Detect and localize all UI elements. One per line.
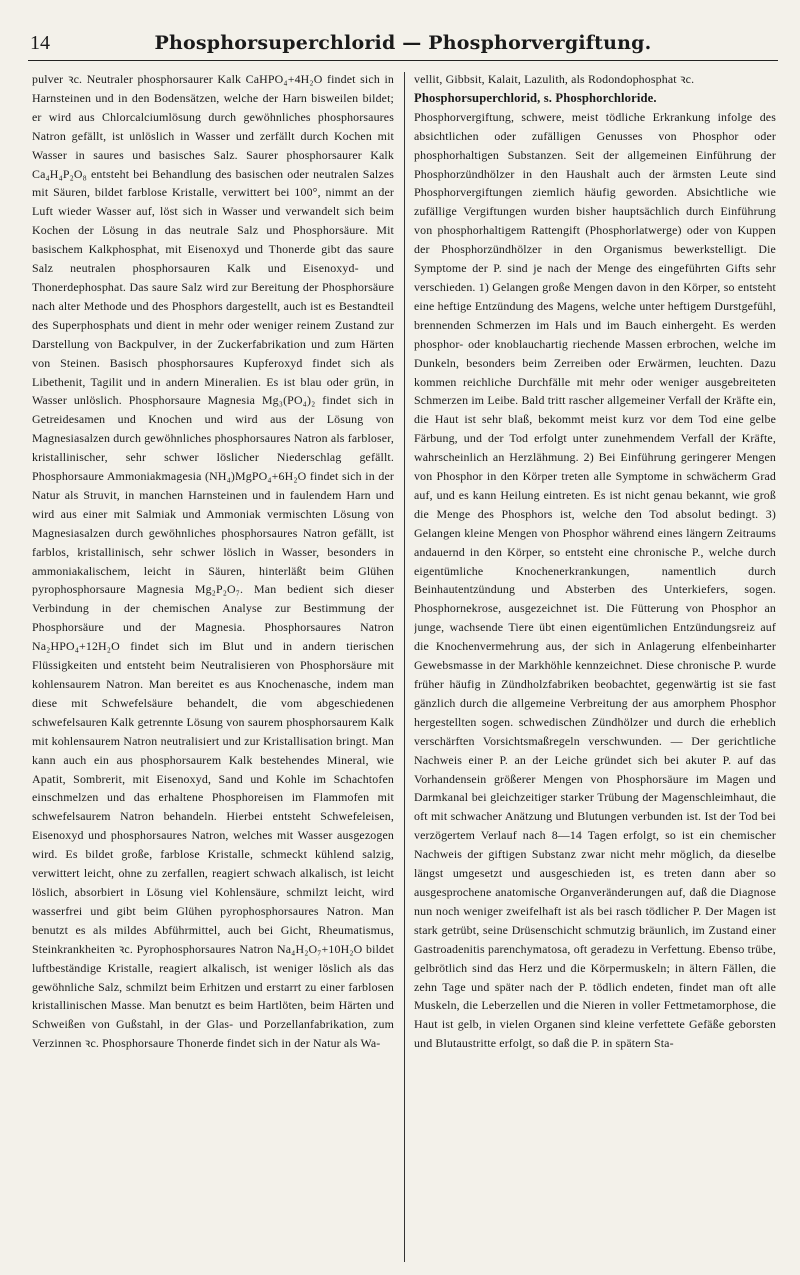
right-column	[414, 70, 776, 1265]
left-column	[32, 70, 394, 1265]
page-header	[28, 26, 778, 61]
entry-phosphorvergiftung: Phosphorvergiftung, schwere, meist tödliche Erkrankung infolge des absichtlichen oder zufälligen Genusses von Phosphor oder phosphorhaltigen Substanzen. Seit der allgemeinen Einführung der Phosphorzündhölzer in den Haushalt auch der ärmsten Leute sind Phosphorvergiftungen ziemlich häufig geworden. Absichtliche wie zufällige Vergiftungen wurden bisher hauptsächlich durch Einführung von phosphorhaltigem Rattengift (Phosphorlatwerge) oder von Kuppen der Phosphorzündhölzer in den Organismus bewerkstelligt. Die Symptome der P. sind je nach der Menge des eingeführten Gifts sehr verschieden. 1) Gelangen große Mengen davon in den Körper, so entsteht eine heftige Entzündung des Magens, welche unter heftigem Durstgefühl, brennenden Schmerzen im Hals und im Bauch einhergeht. Es werden phosphor- oder knoblauchartig riechende Massen erbrochen, welche im Dunkeln, besonders beim Zerreiben oder Erwärmen, leuchten. Dazu kommen reichliche Durchfälle mit mehr oder weniger ausgebreiteten Schmerzen im Leibe. Bald tritt rascher allgemeiner Verfall der Kräfte ein, die Haut ist sehr blaß, bekommt meist kurz vor dem Tod eine gelbe Färbung, und der Tod erfolgt unter zunehmendem Verfall der Kräfte, wahrscheinlich an Herzlähmung. 2) Bei Einführung geringerer Mengen von Phosphor in den Körper treten alle Symptome in schwächerm Grad auf, und es kann Heilung eintreten. Es ist nicht genau bekannt, wie groß die Menge des Phosphors ist, welche den Tod absolut bedingt. 3) Gelangen kleine Mengen von Phosphor während eines längern Zeitraums andauernd in den Körper, so entsteht eine chronische P., welche durch eigentümliche Knochenerkrankungen, namentlich durch Beinhautentzündung und Absterben des Unterkiefers, sogen. Phosphornekrose, ausgezeichnet ist. Die Fütterung von Phosphor an junge, wachsende Tiere übt einen eigentümlichen Entzündungsreiz auf die Knochenvermehrung aus, der sich in Anlagerung elfenbeinharter Gewebsmasse in der Markhöhle kennzeichnet. Diese chronische P. wurde früher häufig in Zündholzfabriken beobachtet, gegenwärtig ist sie fast gänzlich durch die allgemeine Verbreitung der aus amorphem Phosphor hergestellten sogen. schwedischen Zündhölzer und durch die erheblich verschärften Vorsichtsmaßregeln verschwunden. — Der gerichtliche Nachweis einer P. an der Leiche gründet sich bei akuter P. auf das Vorhandensein größerer Mengen von Phosphorsäure im Magen und Darmkanal bei gleichzeitiger starker Trübung der Magenschleimhaut, die oft mit schwacher Anätzung und Blutungen verbunden ist. Ist der Tod bei verzögertem Verlauf nach 8—14 Tagen erfolgt, so ist ein chemischer Nachweis der giftigen Substanz zwar nicht mehr möglich, da dieselbe längst umgesetzt und ausgeschieden ist, es treten dann aber so ausgesprochene anatomische Organveränderungen auf, daß die Diagnose nun noch weniger zweifelhaft ist als bei rasch tödlicher P. Der Magen ist stark getrübt, seine Drüsenschicht schmutzig bräunlich, im Zustand einer Gastroadenitis parenchymatosa, oft geradezu in Verfettung. Ebenso trübe, gelbrötlich sind das Herz und die Körpermuskeln; in ältern Fällen, die zehn Tage und später nach der P. tödlich endeten, findet man oft alle Muskeln, die Leberzellen und die Nieren in voller Fettmetamorphose, die Haut ist gelb, in vielen Organen sind kleine verfettete Gefäße geborsten und Blutaustritte erfolgt, so daß die P. in spätern Sta-	[414, 109, 776, 1051]
page-number: 14	[30, 32, 50, 54]
column-divider	[404, 72, 405, 1262]
right-paragraph-1: vellit, Gibbsit, Kalait, Lazulith, als Rodondophosphat ꝛc.	[414, 72, 695, 86]
entry-phosphorsuperchlorid: Phosphorsuperchlorid, s. Phosphorchloride.	[414, 90, 657, 105]
left-paragraph-1: pulver ꝛc. Neutraler phosphorsaurer Kalk CaHPO₄+4H₂O findet sich in Harnsteinen und in den Bodensätzen, welche der Harn bisweilen bildet; er wird aus Chlorcalciumlösung durch gewöhnliches phosphorsaures Natron gefällt, ist unlöslich in Wasser und zerfällt durch Kochen mit Wasser in saures und basisches Salz. Saurer phosphorsaurer Kalk Ca₄H₄P₂O₈ entsteht bei Behandlung des basischen oder neutralen Salzes mit Säuren, bildet farblose Kristalle, verwittert bei 100°, nimmt an der Luft wieder Wasser auf, löst sich in Wasser und verwandelt sich beim Kochen der Lösung in das neutrale Salz und Phosphorsäure. Mit basischem Kalkphosphat, mit Eisenoxyd und Thonerde gibt das saure Salz neutralen phosphorsauren Kalk und Eisenoxyd- und Thonerdephosphat. Das saure Salz wird zur Bereitung der Phosphorsäure nach alter Methode und des Phosphors dargestellt, auch ist es Bestandteil des Superphosphats und dient in mehr oder weniger reinem Zustand zur Darstellung von Backpulver, in der Zuckerfabrikation und zum Härten von Steinen. Basisch phosphorsaures Kupferoxyd findet sich als Libethenit, Tagilit und in andern Mineralien. Es ist blau oder grün, in Wasser unlöslich. Phosphorsaure Magnesia Mg₃(PO₄)₂ findet sich in Getreidesamen und Knochen und wird aus der Lösung von Magnesiasalzen durch gewöhnliches phosphorsaures Natron als farbloser, kristallinischer, sehr schwer löslicher Niederschlag gefällt. Phosphorsaure Ammoniakmagesia (NH₄)MgPO₄+6H₂O findet sich in der Natur als Struvit, in manchen Harnsteinen und in faulendem Harn und wird aus einer mit Salmiak und Ammoniak vermischten Lösung von Magnesiasalzen durch gewöhnliches phosphorsaures Natron gefällt, ist farblos, kristallinisch, sehr schwer löslich in Wasser, besonders in ammoniakalischem, leicht in Säuren, hinterläßt beim Glühen pyrophosphorsaure Magnesia Mg₂P₂O₇. Man bedient sich dieser Verbindung in der chemischen Analyse zur Bestimmung der Phosphorsäure und der Magnesia. Phosphorsaures Natron Na₂HPO₄+12H₂O findet sich im Blut und in andern tierischen Flüssigkeiten und entsteht beim Neutralisieren von Phosphorsäure mit kohlensaurem Natron. Man bereitet es aus Knochenasche, indem man diese mit Schwefelsäure behandelt, die vom abgeschiedenen schwefelsauren Kalk getrennte Lösung von saurem phosphorsaurem Kalk mit kohlensaurem Natron neutralisiert und zur Kristallisation bringt. Man kann auch ein aus phosphorsaurem Kalk bestehendes Mineral, wie Apatit, Sombrerit, mit Eisenoxyd, Sand und Kohle im Schachtofen einschmelzen und das erhaltene Phosphoreisen im Flammofen mit schwefelsaurem Natron behandeln. Hierbei entsteht Schwefeleisen, Eisenoxyd und phosphorsaures Natron, welches mit Wasser ausgezogen wird. Es bildet große, farblose Kristalle, schmeckt kühlend salzig, verwittert leicht, ohne zu zerfallen, reagiert schwach alkalisch, ist leicht löslich, absorbiert in Lösung viel Kohlensäure, schmilzt leicht, wird wasserfrei und gibt beim Glühen pyrophosphorsaures Natron. Man benutzt es als mildes Abführmittel, auch bei Gicht, Rheumatismus, Steinkrankheiten ꝛc. Pyrophosphorsaures Natron Na₄H₂O₇+10H₂O bildet luftbeständige Kristalle, reagiert alkalisch, ist weniger löslich als das gewöhnliche Salz, schmilzt beim Erhitzen und erstarrt zu einer farblosen kristallinischen Masse. Man benutzt es beim Hartlöten, beim Härten und Schweißen von Gußstahl, in der Glas- und Porzellanfabrikation, zum Verzinnen ꝛc. Phosphorsaure Thonerde findet sich in der Natur als Wa-	[32, 72, 394, 1051]
running-head: Phosphorsuperchlorid — Phosphorvergiftung.	[154, 32, 652, 54]
